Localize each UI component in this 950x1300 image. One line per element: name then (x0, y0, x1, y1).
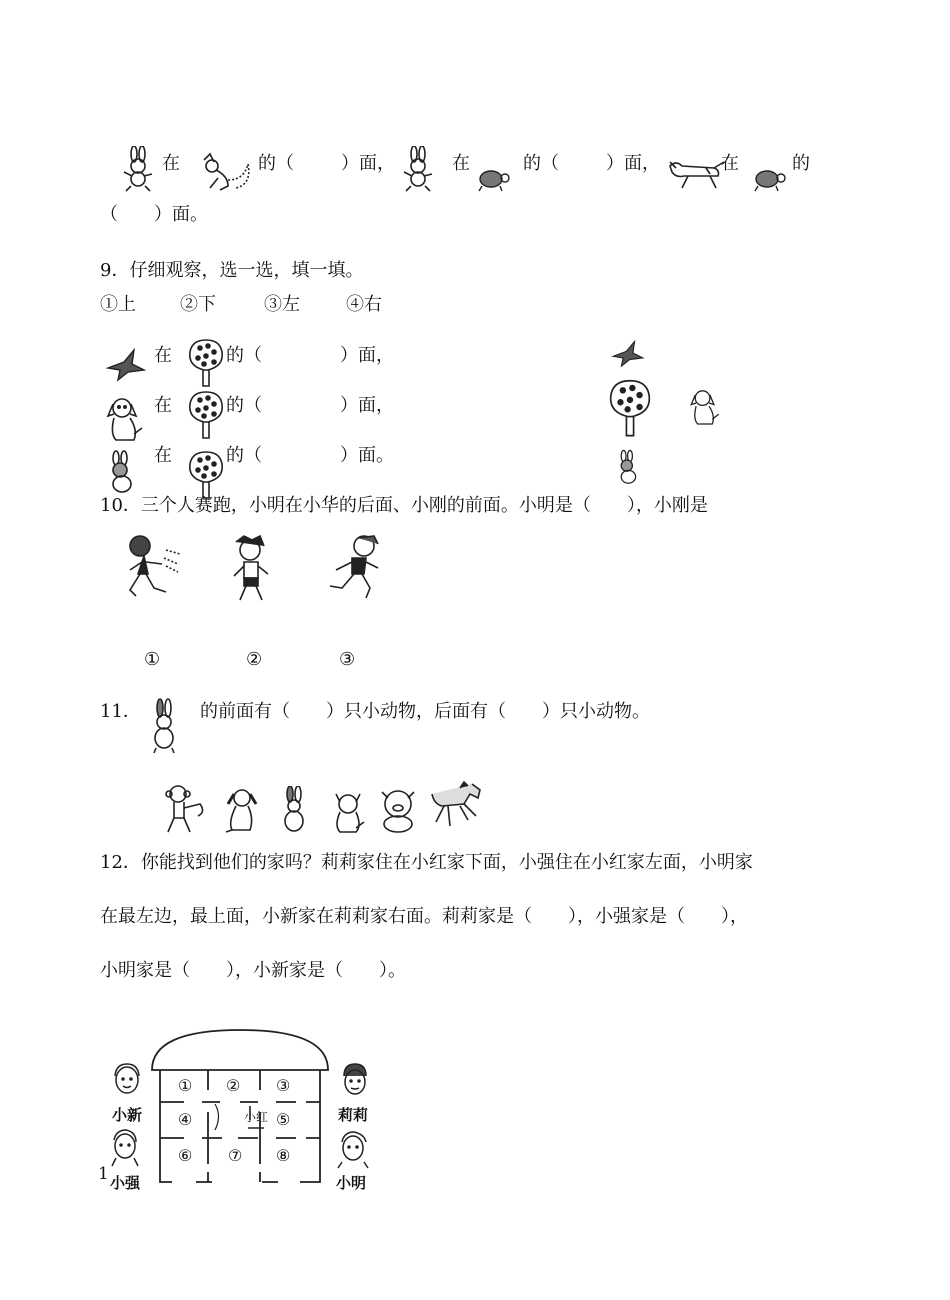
q9-option-down: ②下 (180, 294, 216, 315)
q9-title: 9．仔细观察，选一选，填一填。 (100, 260, 364, 281)
cat-icon (328, 788, 368, 834)
turtle-icon (474, 166, 510, 192)
q8-mian-1: ）面， (341, 153, 395, 174)
q8-zai-2: 在 (452, 153, 470, 174)
q8-de-2: 的（ (523, 153, 559, 174)
q9-row1-mian: ）面， (340, 345, 394, 366)
building-cell-1: ① (178, 1076, 193, 1095)
q8-mian-2: ）面， (606, 153, 660, 174)
q10-label-1: ① (144, 649, 161, 670)
dog-sitting-icon (688, 386, 722, 428)
running-boy-icon (224, 532, 280, 604)
apple-tree-icon (186, 388, 226, 440)
monkey-icon (160, 782, 208, 834)
building-cell-2: ② (226, 1076, 241, 1095)
apple-tree-icon (604, 376, 656, 438)
stray-number: 1 (98, 1164, 109, 1184)
q11-text: 的前面有（ ）只小动物，后面有（ ）只小动物。 (200, 701, 650, 722)
child-name-xiaoming: 小明 (336, 1174, 367, 1192)
horse-icon (428, 780, 488, 834)
building-cell-8: ⑧ (276, 1146, 291, 1165)
q9-row1-zai: 在 (154, 345, 172, 366)
building-cell-7: ⑦ (228, 1146, 243, 1165)
apple-tree-icon (186, 336, 226, 388)
q8-de-1: 的（ (258, 153, 294, 174)
q12-line-3: 小明家是（ ），小新家是（ ）。 (100, 960, 406, 981)
q9-row2-mian: ）面， (340, 395, 394, 416)
q10-title: 10．三个人赛跑，小明在小华的后面、小刚的前面。小明是（ ），小刚是 (100, 495, 708, 516)
running-boy-icon (322, 530, 392, 602)
bird-icon (104, 346, 148, 382)
q9-row3-de: 的（ (226, 445, 262, 466)
dog-sitting-icon (104, 394, 146, 444)
q9-row3-mian: ）面。 (340, 445, 394, 466)
dog-icon (218, 786, 266, 834)
building-cell-3: ③ (276, 1076, 291, 1095)
building-cell-6: ⑥ (178, 1146, 193, 1165)
rabbit-icon (276, 786, 312, 834)
building-cell-5: ⑤ (276, 1110, 291, 1129)
q9-row2-de: 的（ (226, 395, 262, 416)
q12-line-2: 在最左边，最上面，小新家在莉莉家右面。莉莉家是（ ），小强家是（ ）， (100, 906, 748, 927)
child-name-xiaoqiang: 小强 (110, 1174, 141, 1192)
q9-row1-de: 的（ (226, 345, 262, 366)
q8-line-2: （ ）面。 (100, 204, 208, 225)
q9-option-left: ③左 (264, 294, 300, 315)
q8-de-3: 的 (792, 153, 810, 174)
girl-face-icon (338, 1062, 372, 1100)
rabbit-icon (398, 146, 442, 192)
pig-icon (374, 784, 422, 834)
rabbit-icon (146, 698, 182, 754)
squirrel-icon (198, 150, 254, 194)
q9-row2-zai: 在 (154, 395, 172, 416)
q9-row3-zai: 在 (154, 445, 172, 466)
q12-line-1: 12．你能找到他们的家吗？莉莉家住在小红家下面，小强住在小红家左面，小明家 (100, 852, 753, 873)
boy-face-icon (110, 1062, 144, 1100)
rabbit-icon (118, 146, 162, 192)
running-boy-icon (118, 530, 184, 602)
q9-option-right: ④右 (346, 294, 382, 315)
apple-tree-icon (186, 448, 226, 500)
boy-face-icon (336, 1130, 370, 1170)
q8-zai-1: 在 (162, 153, 180, 174)
child-name-xiaoxin: 小新 (112, 1106, 143, 1124)
building-cell-4: ④ (178, 1110, 193, 1129)
dog-running-icon (666, 156, 728, 192)
child-name-lili: 莉莉 (338, 1106, 369, 1124)
middle-cell-label: 小红 (244, 1110, 269, 1124)
q9-option-up: ①上 (100, 294, 136, 315)
q8-zai-3: 在 (721, 153, 739, 174)
q10-label-3: ③ (339, 649, 356, 670)
bird-icon (610, 338, 646, 368)
boy-face-icon (108, 1128, 142, 1168)
q11-number: 11． (100, 701, 141, 722)
q10-label-2: ② (246, 649, 263, 670)
rabbit-icon (104, 450, 144, 496)
turtle-icon (750, 166, 786, 192)
rabbit-icon (614, 448, 646, 488)
